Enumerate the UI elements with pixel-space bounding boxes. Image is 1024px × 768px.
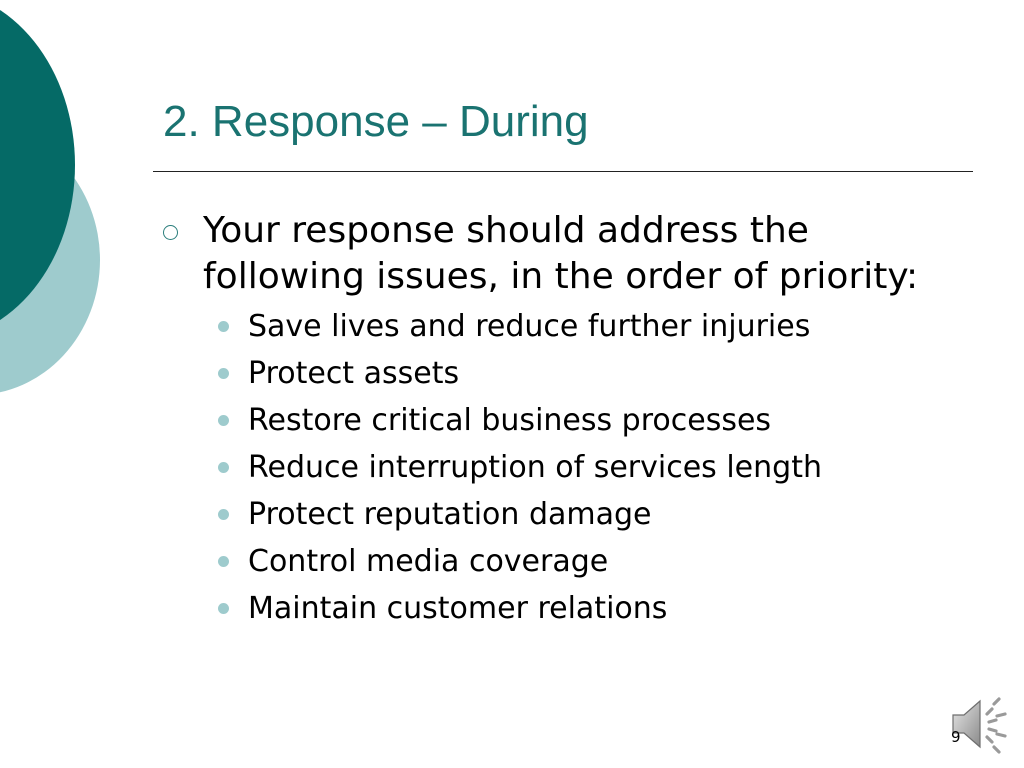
sub-bullet-text: Restore critical business processes: [248, 403, 772, 438]
sub-bullet-text: Control media coverage: [248, 544, 609, 579]
sub-bullet-item: [218, 350, 953, 397]
filled-dot-bullet-icon: [218, 556, 229, 567]
hollow-circle-bullet-icon: [163, 225, 178, 240]
filled-dot-bullet-icon: [218, 368, 229, 379]
filled-dot-bullet-icon: [218, 603, 229, 614]
sub-bullet-item: [218, 444, 953, 491]
sub-bullet-item: [218, 303, 953, 350]
sub-bullet-item: [218, 397, 953, 444]
title-divider: [153, 171, 973, 172]
sub-bullet-text: Protect assets: [248, 356, 460, 391]
sub-bullet-text: Reduce interruption of services length: [248, 450, 822, 485]
filled-dot-bullet-icon: [218, 462, 229, 473]
slide-title: 2. Response – During: [163, 97, 589, 146]
sub-bullet-item: [218, 491, 953, 538]
sub-bullet-item: [218, 538, 953, 585]
speaker-icon[interactable]: [947, 692, 1011, 756]
main-bullet-point: [163, 208, 953, 300]
sub-bullet-text: Protect reputation damage: [248, 497, 652, 532]
main-bullet-text: Your response should address the following issues, in the order of priority:: [203, 210, 919, 297]
filled-dot-bullet-icon: [218, 321, 229, 332]
slide-body: [163, 208, 953, 632]
sub-bullet-list: [163, 303, 953, 632]
sub-bullet-item: [218, 585, 953, 632]
filled-dot-bullet-icon: [218, 415, 229, 426]
filled-dot-bullet-icon: [218, 509, 229, 520]
sub-bullet-text: Save lives and reduce further injuries: [248, 309, 811, 344]
page-number: 9: [951, 728, 961, 746]
sub-bullet-text: Maintain customer relations: [248, 591, 668, 626]
